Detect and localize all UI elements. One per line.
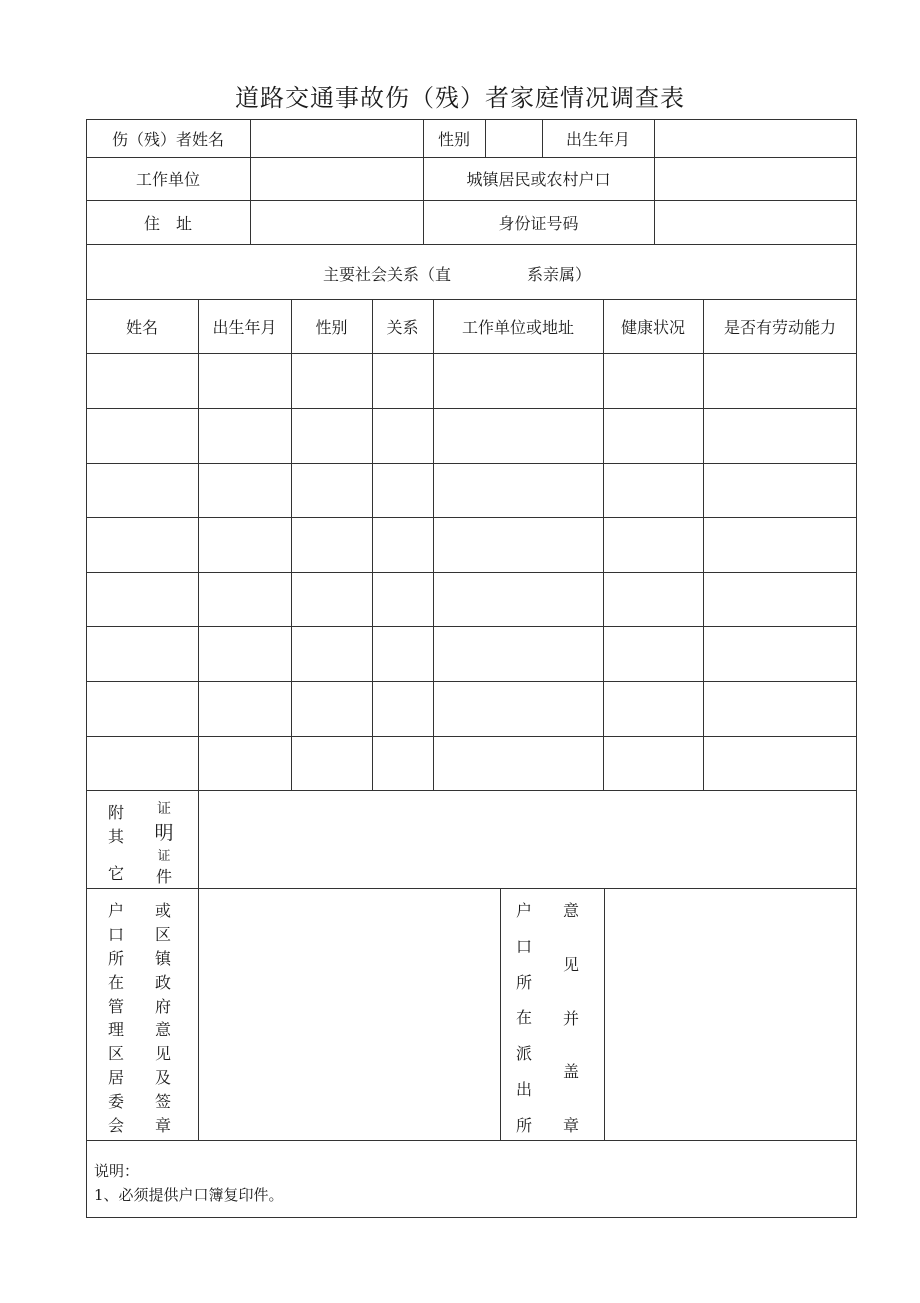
relations-section-title-a: 主要社会关系（直: [323, 265, 452, 284]
opinion-char: 意: [154, 1020, 171, 1040]
col-header-gender: 性别: [315, 317, 348, 337]
opinion-char: 户: [107, 901, 124, 920]
opinion-char: 理: [107, 1020, 124, 1040]
opinion-char: 签: [154, 1092, 171, 1111]
opinion-char: 委: [107, 1092, 124, 1111]
opinion-char: 在: [107, 972, 124, 992]
opinion-char: 政: [154, 972, 171, 992]
table-row[interactable]: [86, 736, 857, 790]
opinion-char: 在: [515, 1008, 532, 1028]
opinion-char: 盖: [562, 1062, 579, 1082]
committee-opinion-field[interactable]: [198, 888, 500, 1140]
opinion-char: 出: [515, 1080, 532, 1100]
injured-name-field[interactable]: [250, 119, 423, 157]
attach-char: 它: [107, 864, 124, 883]
col-header-birth: 出生年月: [212, 317, 277, 337]
committee-opinion-label-col1: [104, 898, 128, 1136]
attach-char: 附: [107, 803, 124, 822]
opinion-char: 口: [515, 936, 532, 956]
hukou-type-field[interactable]: [654, 157, 857, 200]
col-header-work-ability: 是否有劳动能力: [723, 317, 836, 337]
opinion-char: 府: [154, 996, 171, 1016]
opinion-char: 镇: [154, 948, 171, 968]
attach-label-col1: [104, 800, 128, 884]
opinion-char: 见: [562, 954, 579, 974]
col-header-relation: 关系: [386, 317, 419, 337]
gender-field[interactable]: [485, 119, 542, 157]
table-row[interactable]: [86, 626, 857, 681]
opinion-char: 章: [154, 1115, 171, 1135]
col-header-name: 姓名: [125, 317, 158, 337]
attach-label-col2: [152, 798, 176, 886]
address-label: 住 址: [143, 213, 192, 233]
address-field[interactable]: [250, 200, 423, 244]
police-opinion-field[interactable]: [604, 888, 857, 1140]
col-header-health: 健康状况: [620, 317, 685, 337]
attach-char: 证: [157, 849, 171, 864]
attachments-field[interactable]: [198, 790, 857, 888]
row-divider: [86, 244, 857, 245]
opinion-char: 管: [107, 996, 124, 1016]
opinion-char: 会: [107, 1115, 124, 1135]
opinion-char: 及: [154, 1068, 171, 1088]
table-row[interactable]: [86, 517, 857, 572]
opinion-char: 区: [107, 1044, 124, 1064]
id-number-field[interactable]: [654, 200, 857, 244]
table-row[interactable]: [86, 353, 857, 408]
opinion-char: 居: [107, 1068, 124, 1088]
birth-label: 出生年月: [565, 129, 630, 149]
work-unit-label: 工作单位: [135, 170, 200, 189]
table-row[interactable]: [86, 408, 857, 463]
opinion-char: 所: [515, 1115, 532, 1135]
opinion-char: 区: [154, 924, 171, 944]
committee-opinion-label-col2: [151, 898, 175, 1136]
injured-name-label: 伤（残）者姓名: [111, 129, 224, 149]
notes-item-1: 1、必须提供户口簿复印件。: [94, 1186, 284, 1204]
attach-char: 证: [157, 801, 171, 817]
opinion-char: 并: [562, 1008, 579, 1028]
opinion-char: 口: [107, 924, 124, 944]
attach-char: 件: [155, 867, 172, 886]
form-title: 道路交通事故伤（残）者家庭情况调查表: [235, 84, 685, 112]
table-row[interactable]: [86, 681, 857, 736]
table-row[interactable]: [86, 572, 857, 626]
opinion-char: 所: [107, 948, 124, 968]
hukou-type-label: 城镇居民或农村户口: [466, 170, 611, 189]
table-row[interactable]: [86, 463, 857, 517]
opinion-char: 所: [515, 972, 532, 992]
gender-label: 性别: [437, 129, 470, 149]
police-opinion-label-col2: [559, 898, 583, 1136]
opinion-char: 或: [154, 901, 171, 920]
opinion-char: 户: [515, 901, 532, 920]
birth-field[interactable]: [654, 119, 857, 157]
opinion-char: 见: [154, 1044, 171, 1064]
opinion-char: 章: [562, 1116, 579, 1135]
col-divider: [500, 888, 501, 1140]
relations-section-title-b: 系亲属）: [527, 265, 592, 284]
attach-char: 其: [107, 826, 124, 846]
col-header-work-address: 工作单位或地址: [461, 317, 574, 337]
work-unit-field[interactable]: [250, 157, 423, 200]
police-opinion-label-col1: [512, 898, 536, 1136]
row-divider: [86, 1140, 857, 1141]
opinion-char: 意: [562, 901, 579, 920]
opinion-char: 派: [515, 1044, 532, 1064]
id-number-label: 身份证号码: [498, 213, 579, 233]
attach-char: 明: [154, 822, 174, 844]
notes-heading: 说明：: [94, 1162, 140, 1180]
